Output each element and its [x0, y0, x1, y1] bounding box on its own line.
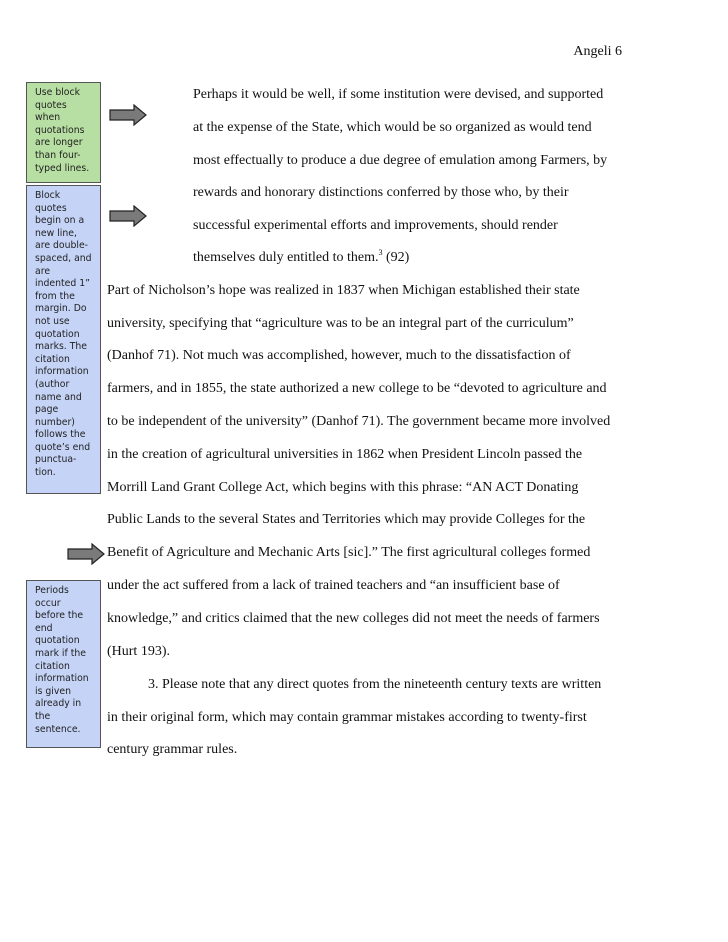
footnote-line: in their original form, which may contain grammar mistakes according to twenty-first: [107, 710, 587, 725]
body-line: Part of Nicholson’s hope was realized in 1837 when Michigan established their state: [107, 283, 580, 298]
arrow-right-icon: [66, 543, 106, 565]
block-quote-last-line: [193, 249, 409, 267]
annotation-box-period-placement: Periods occur before the end quotation mark if the citation information is given already in the sentence.: [26, 580, 101, 748]
footnote-line: century grammar rules.: [107, 742, 238, 757]
running-head: Angeli 6: [573, 44, 622, 59]
block-quote-text: themselves duly entitled to them.: [193, 250, 379, 265]
arrow-right-icon: [108, 205, 148, 227]
body-line: university, specifying that “agriculture was to be an integral part of the curriculum”: [107, 316, 574, 331]
body-line: Benefit of Agriculture and Mechanic Arts [sic].” The first agricultural colleges formed: [107, 545, 591, 560]
block-quote-line: rewards and honorary distinctions conferred by those who, by their: [193, 185, 569, 200]
body-line: knowledge,” and critics claimed that the new colleges did not meet the needs of farmers: [107, 611, 600, 626]
footnote-line: 3. Please note that any direct quotes from the nineteenth century texts are written: [148, 677, 602, 692]
body-line: Morrill Land Grant College Act, which begins with this phrase: “AN ACT Donating: [107, 480, 579, 495]
arrow-right-icon: [108, 104, 148, 126]
block-quote-line: most effectually to produce a due degree of emulation among Farmers, by: [193, 153, 608, 168]
block-quote-line: successful experimental efforts and improvements, should render: [193, 218, 558, 233]
block-quote-citation: (92): [382, 250, 410, 265]
footnote-marker: 3: [378, 248, 383, 257]
body-line: to be independent of the university” (Danhof 71). The government became more involved: [107, 414, 611, 429]
annotation-box-block-quote-format: Block quotes begin on a new line, are double- spaced, and are indented 1” from the margin. Do not use quotation marks. The citation information (author name and page number) follows the quote’s end punctua- tion.: [26, 185, 101, 494]
body-line: farmers, and in 1855, the state authorized a new college to be “devoted to agriculture and: [107, 381, 607, 396]
body-line: under the act suffered from a lack of trained teachers and “an insufficient base of: [107, 578, 560, 593]
block-quote-line: Perhaps it would be well, if some institution were devised, and supported: [193, 87, 604, 102]
block-quote-line: at the expense of the State, which would be so organized as would tend: [193, 120, 592, 135]
body-line: (Hurt 193).: [107, 644, 170, 659]
annotation-box-block-quote-length: Use block quotes when quotations are longer than four- typed lines.: [26, 82, 101, 183]
body-line: Public Lands to the several States and Territories which may provide Colleges for the: [107, 512, 586, 527]
body-line: (Danhof 71). Not much was accomplished, however, much to the dissatisfaction of: [107, 348, 571, 363]
body-line: in the creation of agricultural universities in 1862 when President Lincoln passed the: [107, 447, 583, 462]
